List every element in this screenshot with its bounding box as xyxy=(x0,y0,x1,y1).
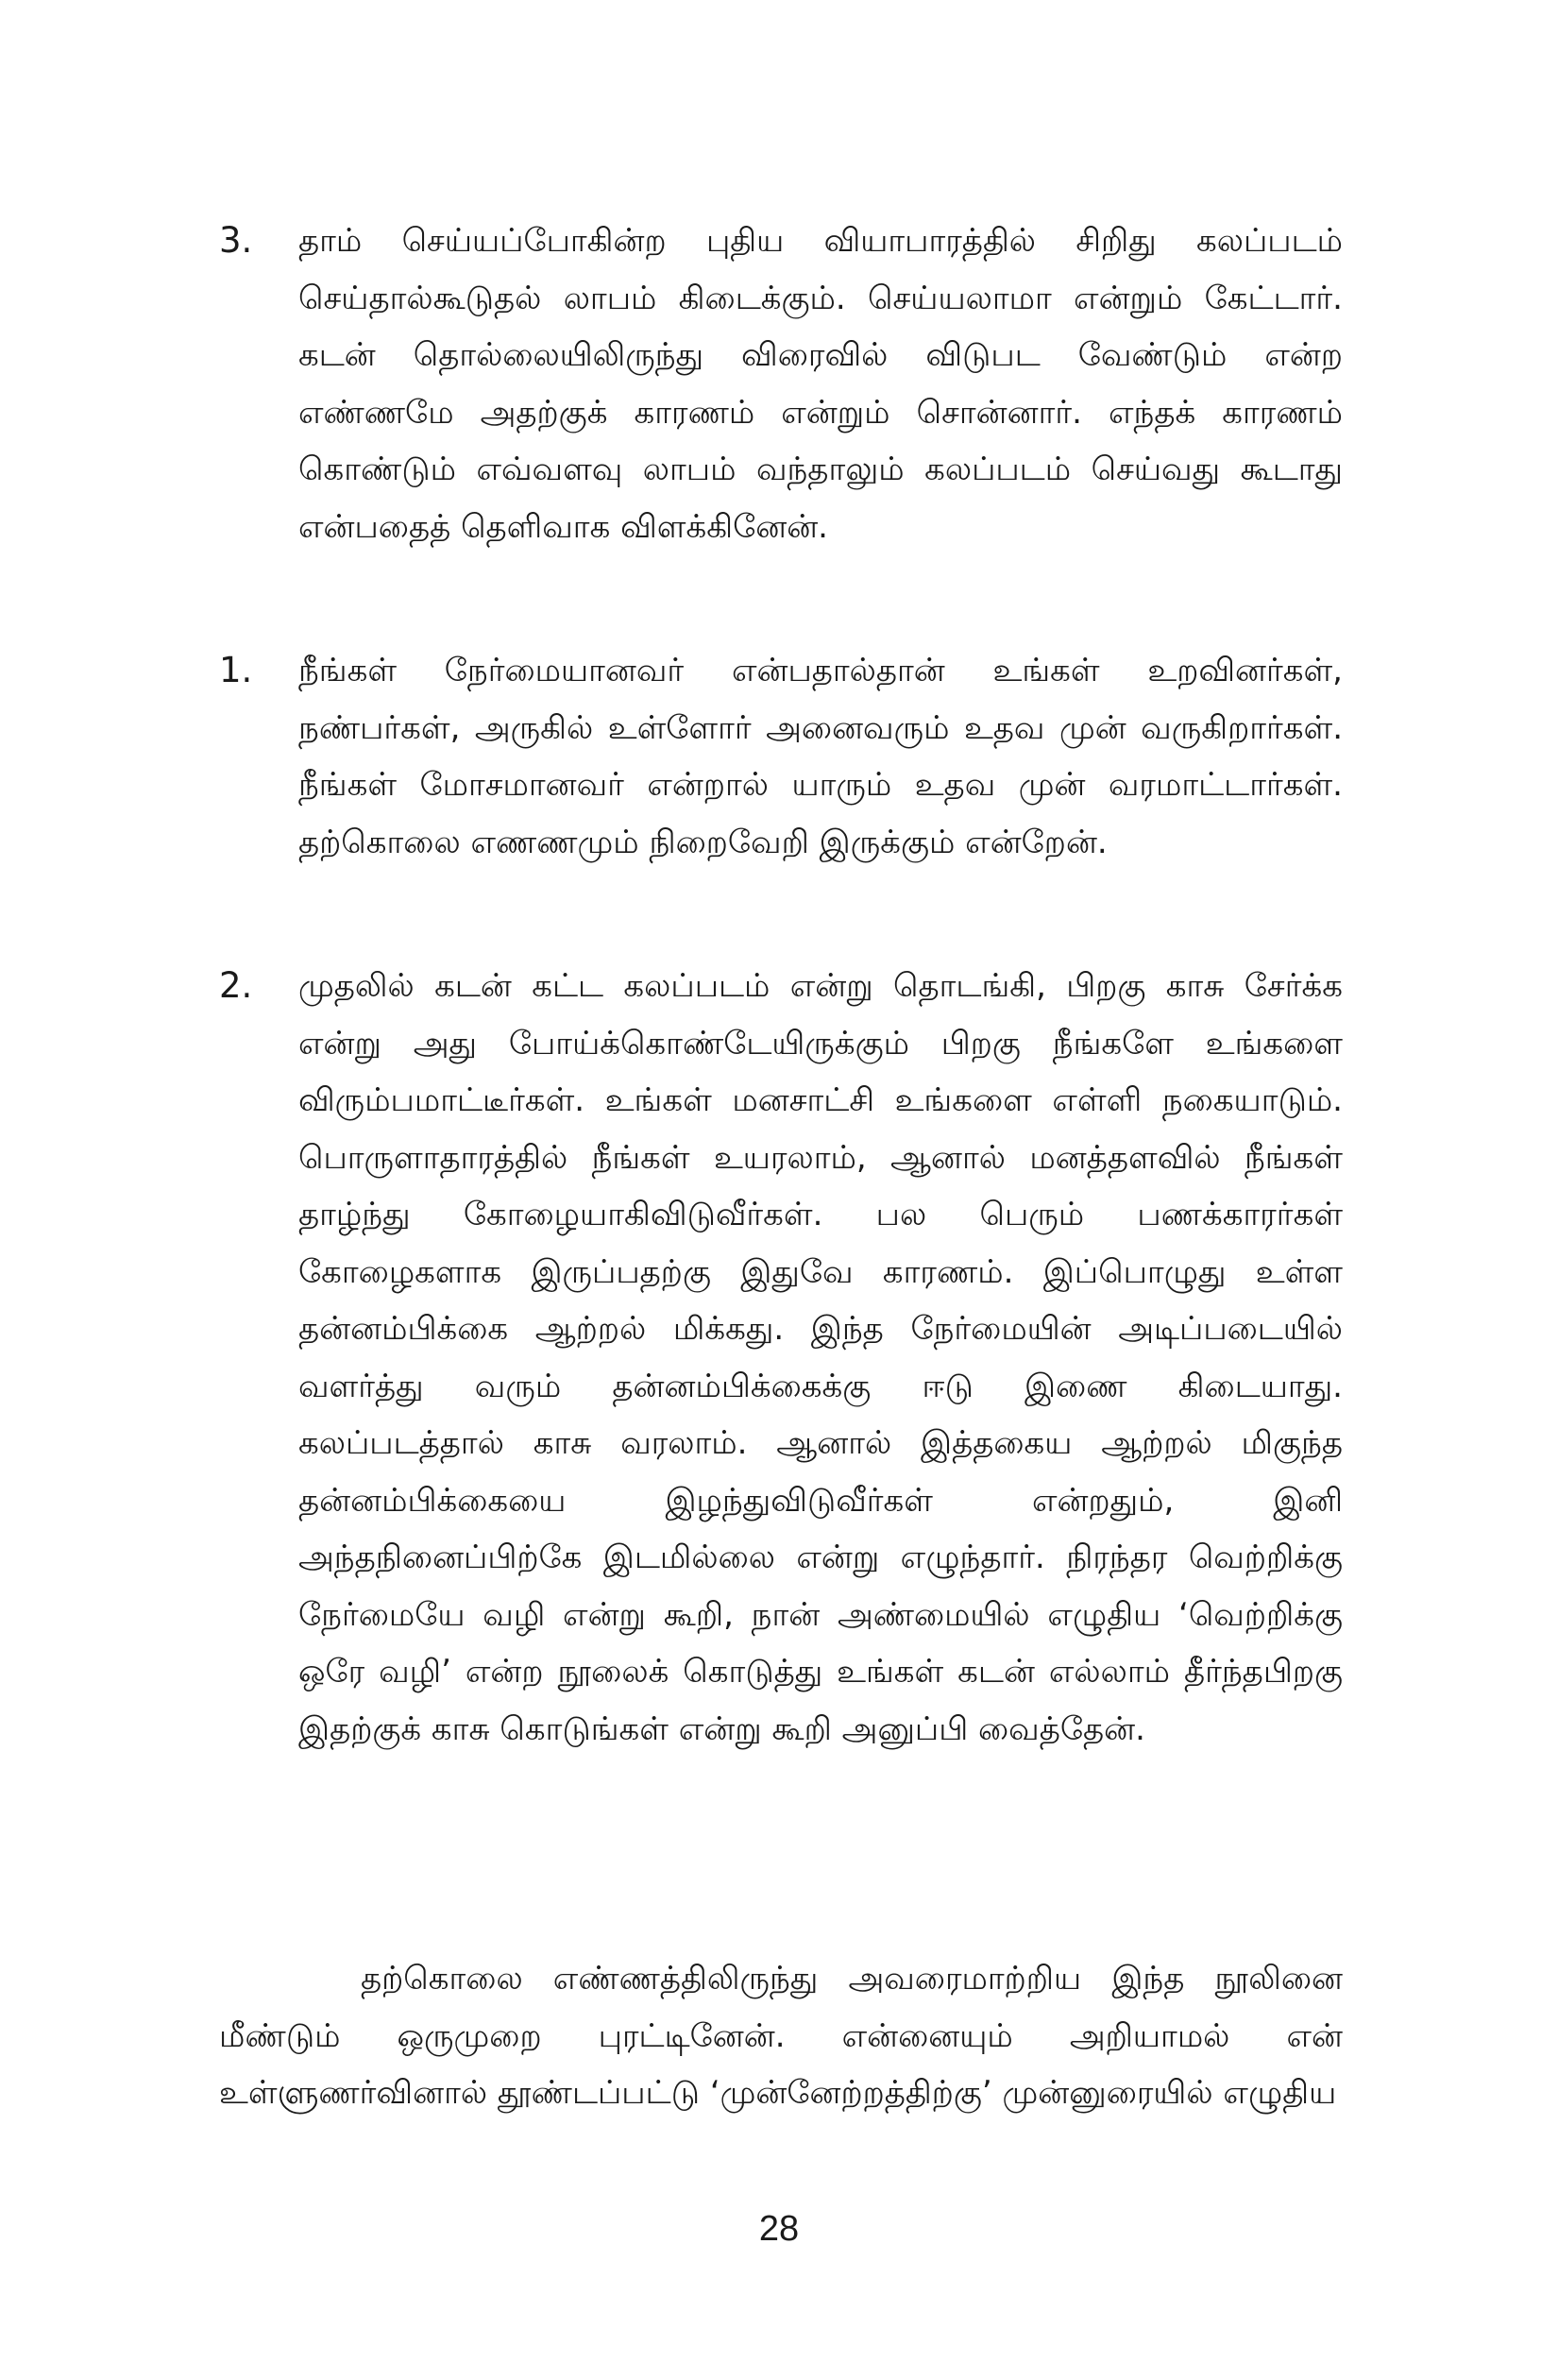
list-number: 1. xyxy=(219,650,253,690)
list-item-text: தாம் செய்யப்போகின்ற புதிய வியாபாரத்தில் சிறிது கலப்படம் செய்தால்கூடுதல் லாபம் கிடைக்கும். செய்யலாமா என்றும் கேட்டார். கடன் தொல்லையிலிருந்து விரைவில் விடுபட வேண்டும் என்ற எண்ணமே அதற்குக் காரணம் என்றும் சொன்னார். எந்தக் காரணம் கொண்டும் எவ்வளவு லாபம் வந்தாலும் கலப்படம் செய்வது கூடாது என்பதைத் தெளிவாக விளக்கினேன். xyxy=(298,222,1343,546)
list-item-text: நீங்கள் நேர்மையானவர் என்பதால்தான் உங்கள் உறவினர்கள், நண்பர்கள், அருகில் உள்ளோர் அனைவரும் உதவ முன் வருகிறார்கள். நீங்கள் மோசமானவர் என்றால் யாரும் உதவ முன் வரமாட்டார்கள். தற்கொலை எணணமும் நிறைவேறி இருக்கும் என்றேன். xyxy=(298,652,1343,861)
list-number: 2. xyxy=(219,965,253,1006)
closing-paragraph: தற்கொலை எண்ணத்திலிருந்து அவரைமாற்றிய இந்த நூலினை மீண்டும் ஒருமுறை புரட்டினேன். என்னையும் அறியாமல் என் உள்ளுணர்வினால் தூண்டப்பட்டு ‘முன்னேற்றத்திற்கு’ முன்னுரையில் எழுதிய xyxy=(219,1960,1343,2112)
list-number: 3. xyxy=(219,220,253,261)
list-item-text: முதலில் கடன் கட்ட கலப்படம் என்று தொடங்கி, பிறகு காசு சேர்க்க என்று அது போய்க்கொண்டேயிருக்கும் பிறகு நீங்களே உங்களை விரும்பமாட்டீர்கள். உங்கள் மனசாட்சி உங்களை எள்ளி நகையாடும். பொருளாதாரத்தில் நீங்கள் உயரலாம், ஆனால் மனத்தளவில் நீங்கள் தாழ்ந்து கோழையாகிவிடுவீர்கள். பல பெரும் பணக்காரர்கள் கோழைகளாக இருப்பதற்கு இதுவே காரணம். இப்பொழுது உள்ள தன்னம்பிக்கை ஆற்றல் மிக்கது. இந்த நேர்மையின் அடிப்படையில் வளர்த்து வரும் தன்னம்பிக்கைக்கு ஈடு இணை கிடையாது. கலப்படத்தால் காசு வரலாம். ஆனால் இத்தகைய ஆற்றல் மிகுந்த தன்னம்பிக்கையை இழந்துவிடுவீர்கள் என்றதும், இனி அந்தநினைப்பிற்கே இடமில்லை என்று எழுந்தார். நிரந்தர வெற்றிக்கு நேர்மையே வழி என்று கூறி, நான் அண்மையில் எழுதிய ‘வெற்றிக்கு ஒரே வழி’ என்ற நூலைக் கொடுத்து உங்கள் கடன் எல்லாம் தீர்ந்தபிறகு இதற்குக் காசு கொடுங்கள் என்று கூறி அனுப்பி வைத்தேன். xyxy=(298,967,1343,1748)
page-number: 28 xyxy=(758,2209,800,2249)
